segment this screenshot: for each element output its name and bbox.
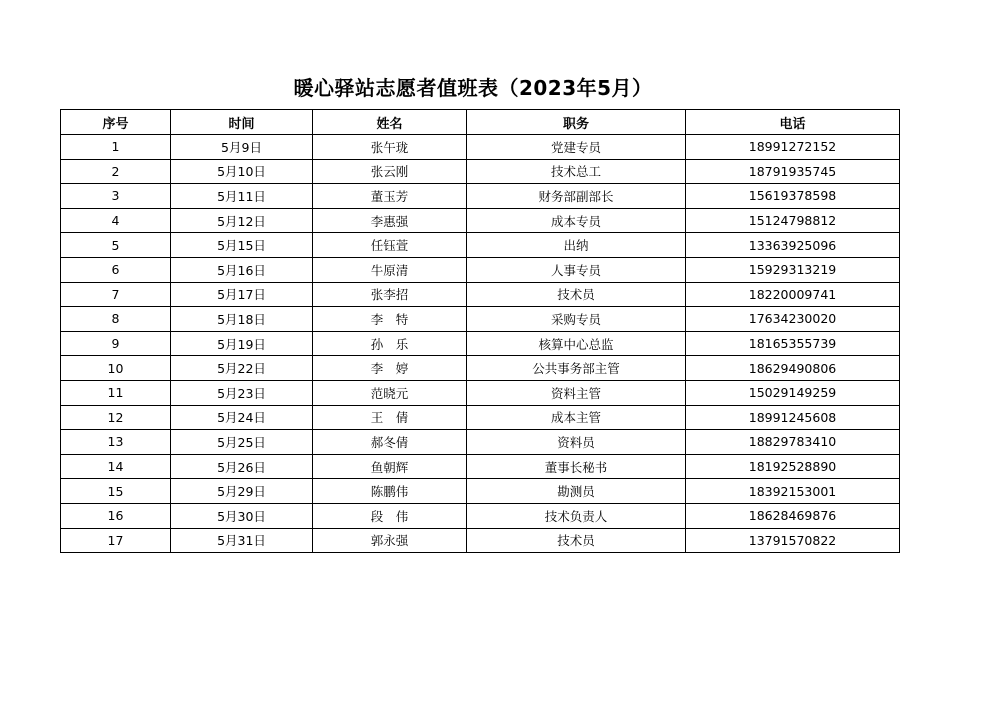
cell-date: 5月29日 (171, 479, 313, 504)
cell-seq: 13 (61, 430, 171, 455)
cell-role: 董事长秘书 (467, 454, 686, 479)
cell-phone: 18791935745 (686, 159, 900, 184)
table-row (61, 430, 900, 455)
cell-seq: 12 (61, 405, 171, 430)
table-row (61, 331, 900, 356)
cell-phone: 15619378598 (686, 184, 900, 209)
cell-seq: 4 (61, 208, 171, 233)
cell-name: 鱼朝辉 (313, 454, 467, 479)
cell-name: 张李招 (313, 282, 467, 307)
cell-seq: 16 (61, 503, 171, 528)
cell-date: 5月30日 (171, 503, 313, 528)
cell-seq: 7 (61, 282, 171, 307)
table-row (61, 380, 900, 405)
table-row (61, 184, 900, 209)
cell-name: 陈鹏伟 (313, 479, 467, 504)
cell-date: 5月17日 (171, 282, 313, 307)
cell-name: 李 特 (313, 307, 467, 332)
cell-phone: 13363925096 (686, 233, 900, 258)
table-body (61, 135, 900, 553)
cell-role: 采购专员 (467, 307, 686, 332)
cell-role: 资料员 (467, 430, 686, 455)
cell-name: 孙 乐 (313, 331, 467, 356)
cell-role: 出纳 (467, 233, 686, 258)
cell-date: 5月9日 (171, 135, 313, 160)
cell-role: 勘测员 (467, 479, 686, 504)
table-row (61, 479, 900, 504)
cell-name: 牛原清 (313, 257, 467, 282)
cell-role: 成本主管 (467, 405, 686, 430)
cell-role: 党建专员 (467, 135, 686, 160)
cell-role: 资料主管 (467, 380, 686, 405)
cell-phone: 17634230020 (686, 307, 900, 332)
cell-date: 5月11日 (171, 184, 313, 209)
cell-name: 段 伟 (313, 503, 467, 528)
cell-date: 5月22日 (171, 356, 313, 381)
cell-seq: 1 (61, 135, 171, 160)
table-row (61, 405, 900, 430)
cell-name: 董玉芳 (313, 184, 467, 209)
cell-seq: 2 (61, 159, 171, 184)
cell-phone: 13791570822 (686, 528, 900, 553)
cell-seq: 11 (61, 380, 171, 405)
cell-phone: 18829783410 (686, 430, 900, 455)
cell-role: 技术负责人 (467, 503, 686, 528)
cell-role: 技术员 (467, 282, 686, 307)
cell-seq: 9 (61, 331, 171, 356)
cell-name: 郝冬倩 (313, 430, 467, 455)
cell-date: 5月16日 (171, 257, 313, 282)
cell-phone: 18629490806 (686, 356, 900, 381)
cell-seq: 8 (61, 307, 171, 332)
cell-phone: 18628469876 (686, 503, 900, 528)
header-name: 姓名 (313, 110, 467, 135)
cell-name: 任钰萱 (313, 233, 467, 258)
header-seq: 序号 (61, 110, 171, 135)
cell-role: 技术总工 (467, 159, 686, 184)
cell-name: 范晓元 (313, 380, 467, 405)
cell-phone: 18392153001 (686, 479, 900, 504)
table-row (61, 135, 900, 160)
table-row (61, 282, 900, 307)
cell-phone: 18165355739 (686, 331, 900, 356)
cell-date: 5月26日 (171, 454, 313, 479)
cell-date: 5月10日 (171, 159, 313, 184)
cell-seq: 14 (61, 454, 171, 479)
table-row (61, 454, 900, 479)
cell-name: 李 婷 (313, 356, 467, 381)
cell-phone: 18192528890 (686, 454, 900, 479)
cell-phone: 18991272152 (686, 135, 900, 160)
page-title: 暖心驿站志愿者值班表（2023年5月） (293, 76, 653, 100)
cell-phone: 18220009741 (686, 282, 900, 307)
cell-role: 核算中心总监 (467, 331, 686, 356)
cell-seq: 3 (61, 184, 171, 209)
cell-name: 郭永强 (313, 528, 467, 553)
cell-seq: 10 (61, 356, 171, 381)
cell-date: 5月15日 (171, 233, 313, 258)
header-date: 时间 (171, 110, 313, 135)
duty-schedule-table (60, 109, 900, 553)
cell-date: 5月24日 (171, 405, 313, 430)
cell-date: 5月25日 (171, 430, 313, 455)
table-row (61, 257, 900, 282)
table-row (61, 159, 900, 184)
cell-role: 技术员 (467, 528, 686, 553)
cell-date: 5月19日 (171, 331, 313, 356)
cell-role: 公共事务部主管 (467, 356, 686, 381)
cell-date: 5月23日 (171, 380, 313, 405)
cell-date: 5月12日 (171, 208, 313, 233)
cell-date: 5月18日 (171, 307, 313, 332)
cell-phone: 15029149259 (686, 380, 900, 405)
cell-seq: 5 (61, 233, 171, 258)
table-row (61, 528, 900, 553)
header-role: 职务 (467, 110, 686, 135)
cell-name: 张午珑 (313, 135, 467, 160)
cell-seq: 6 (61, 257, 171, 282)
table-row (61, 208, 900, 233)
table-row (61, 503, 900, 528)
cell-role: 成本专员 (467, 208, 686, 233)
header-phone: 电话 (686, 110, 900, 135)
cell-phone: 18991245608 (686, 405, 900, 430)
table-header-row (61, 110, 900, 135)
cell-name: 张云刚 (313, 159, 467, 184)
cell-phone: 15929313219 (686, 257, 900, 282)
cell-date: 5月31日 (171, 528, 313, 553)
cell-role: 财务部副部长 (467, 184, 686, 209)
cell-seq: 17 (61, 528, 171, 553)
cell-name: 李惠强 (313, 208, 467, 233)
cell-name: 王 倩 (313, 405, 467, 430)
cell-phone: 15124798812 (686, 208, 900, 233)
table-row (61, 307, 900, 332)
cell-role: 人事专员 (467, 257, 686, 282)
cell-seq: 15 (61, 479, 171, 504)
table-row (61, 356, 900, 381)
table-row (61, 233, 900, 258)
